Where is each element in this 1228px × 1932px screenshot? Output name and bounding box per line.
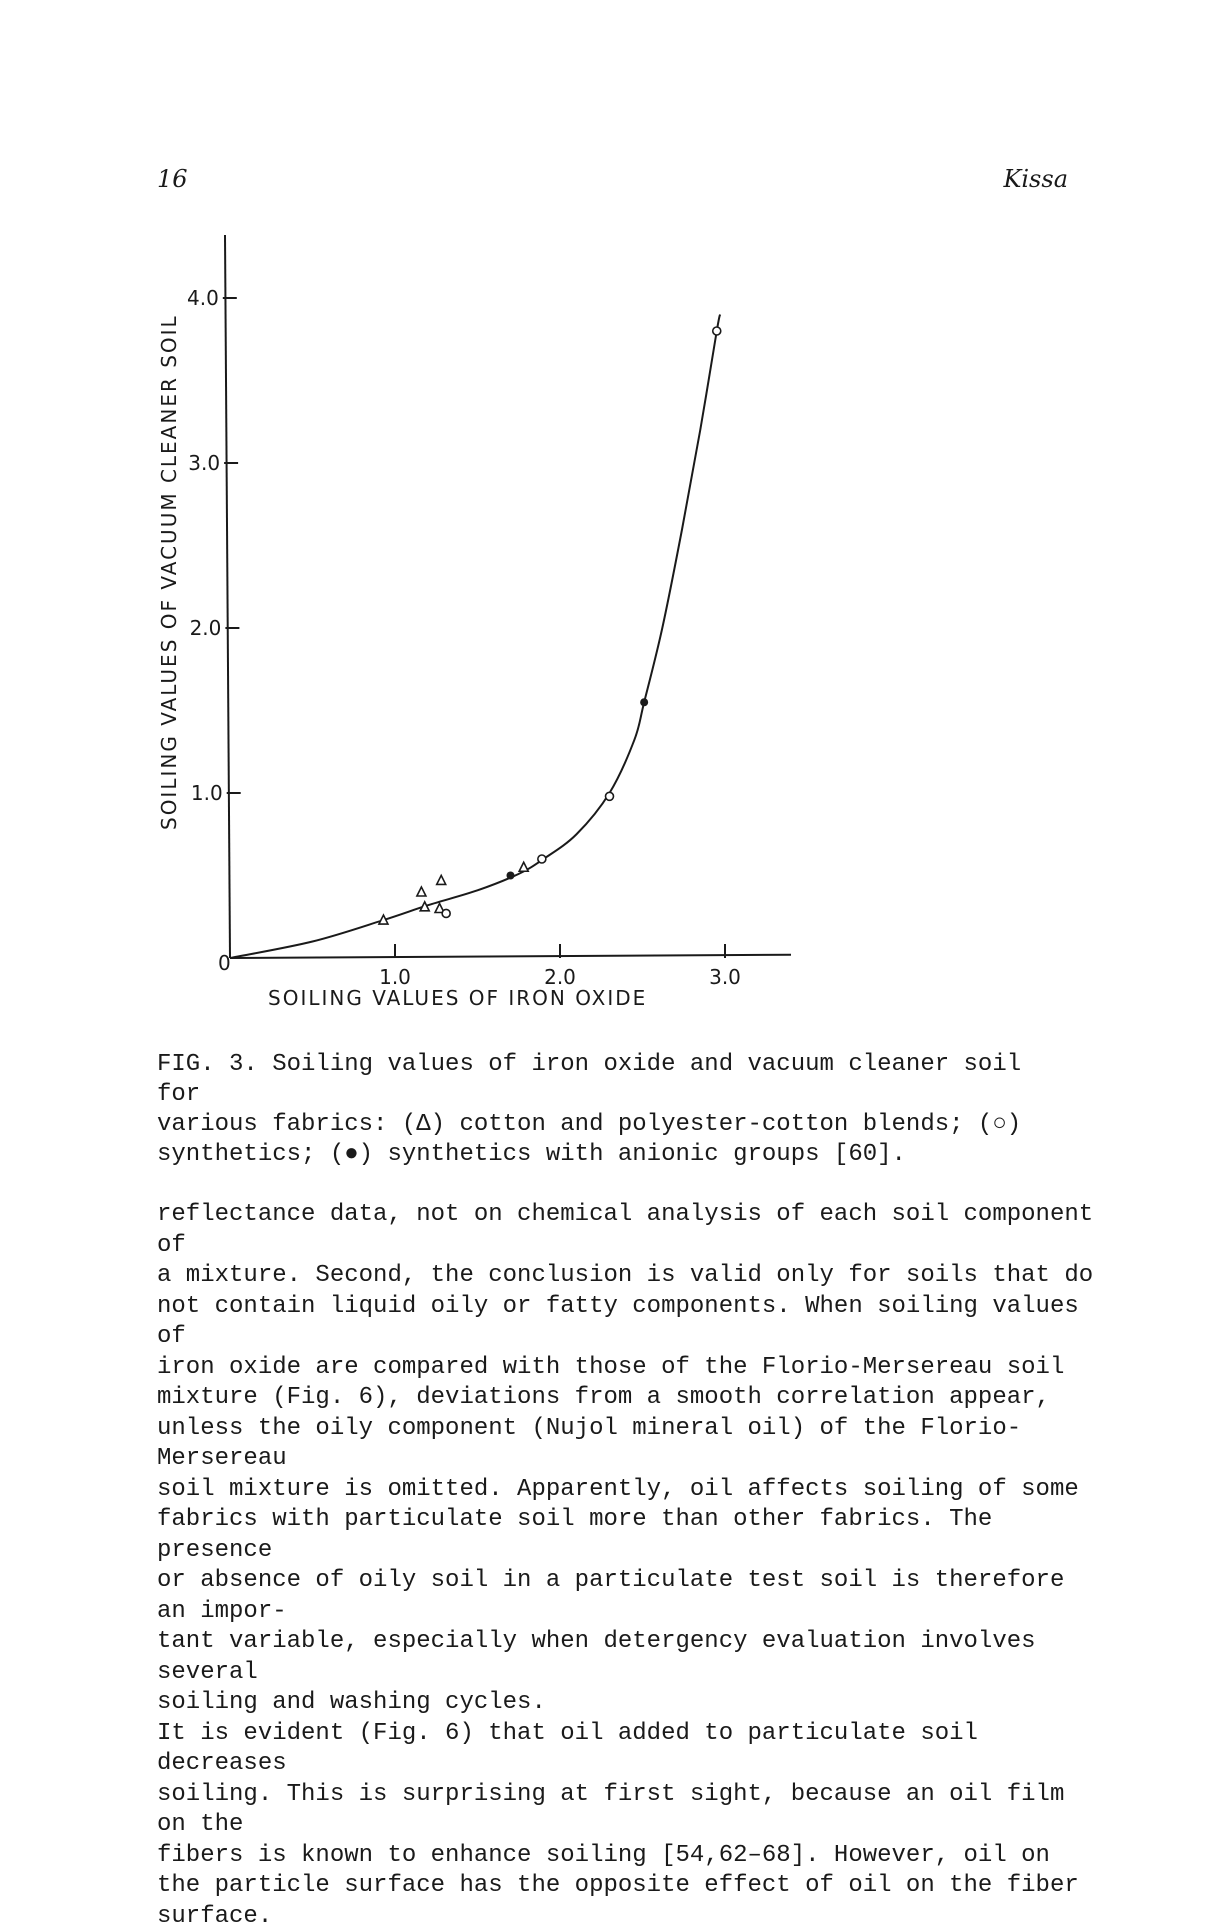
fitted-curve bbox=[230, 315, 720, 959]
paragraph: It is evident (Fig. 6) that oil added to particulate soil decreases soiling. This is surprising at first sight, because an oil film on the fibers is known to enhance soiling [54,62–68]. However, oil on the particle surface has the opposite effect of oil on the fiber surface. bbox=[157, 1719, 1107, 1932]
x-axis-label: SOILING VALUES OF IRON OXIDE bbox=[268, 986, 647, 1010]
open-circle-marker bbox=[606, 792, 614, 800]
open-circle-marker bbox=[713, 327, 721, 335]
x-axis-line bbox=[230, 955, 791, 958]
y-tick-label: 3.0 bbox=[188, 451, 220, 475]
figure-caption: FIG. 3. Soiling values of iron oxide and vacuum cleaner soil for various fabrics: (Δ) cotton and polyester-cotton blends; (○) synthetics; (●) synthetics with anionic groups [60]. bbox=[157, 1050, 1077, 1170]
y-tick-label: 2.0 bbox=[190, 616, 222, 640]
x-tick-label: 1.0 bbox=[379, 965, 411, 989]
y-axis-line bbox=[225, 235, 230, 958]
paragraph: reflectance data, not on chemical analysis of each soil component of a mixture. Second, the conclusion is valid only for soils that do not contain liquid oily or fatty components. When soiling values of iron oxide are compared with those of the Florio-Mersereau soil mixture (Fig. 6), deviations from a smooth correlation appear, unless the oily component (Nujol mineral oil) of the Florio-Mersereau soil mixture is omitted. Apparently, oil affects soiling of some fabrics with particulate soil more than other fabrics. The presence or absence of oily soil in a particulate test soil is therefore an impor- tant variable, especially when detergency evaluation involves several soiling and washing cycles. bbox=[157, 1200, 1107, 1719]
open-circle-marker bbox=[442, 909, 450, 917]
triangle-marker bbox=[437, 875, 446, 884]
triangle-marker bbox=[417, 887, 426, 896]
triangle-marker bbox=[519, 862, 528, 871]
y-axis-label: SOILING VALUES OF VACUUM CLEANER SOIL bbox=[157, 314, 181, 830]
filled-circle-marker bbox=[640, 698, 648, 706]
body-text bbox=[157, 1200, 1107, 1932]
y-tick-label: 4.0 bbox=[187, 286, 219, 310]
page-number: 16 bbox=[157, 165, 188, 193]
x-tick-label: 2.0 bbox=[544, 965, 576, 989]
open-circle-marker bbox=[538, 855, 546, 863]
y-tick-label: 1.0 bbox=[191, 781, 223, 805]
x-tick-label: 3.0 bbox=[709, 965, 741, 989]
running-head: Kissa bbox=[1003, 165, 1068, 193]
filled-circle-marker bbox=[507, 872, 515, 880]
origin-label: 0 bbox=[218, 951, 231, 975]
